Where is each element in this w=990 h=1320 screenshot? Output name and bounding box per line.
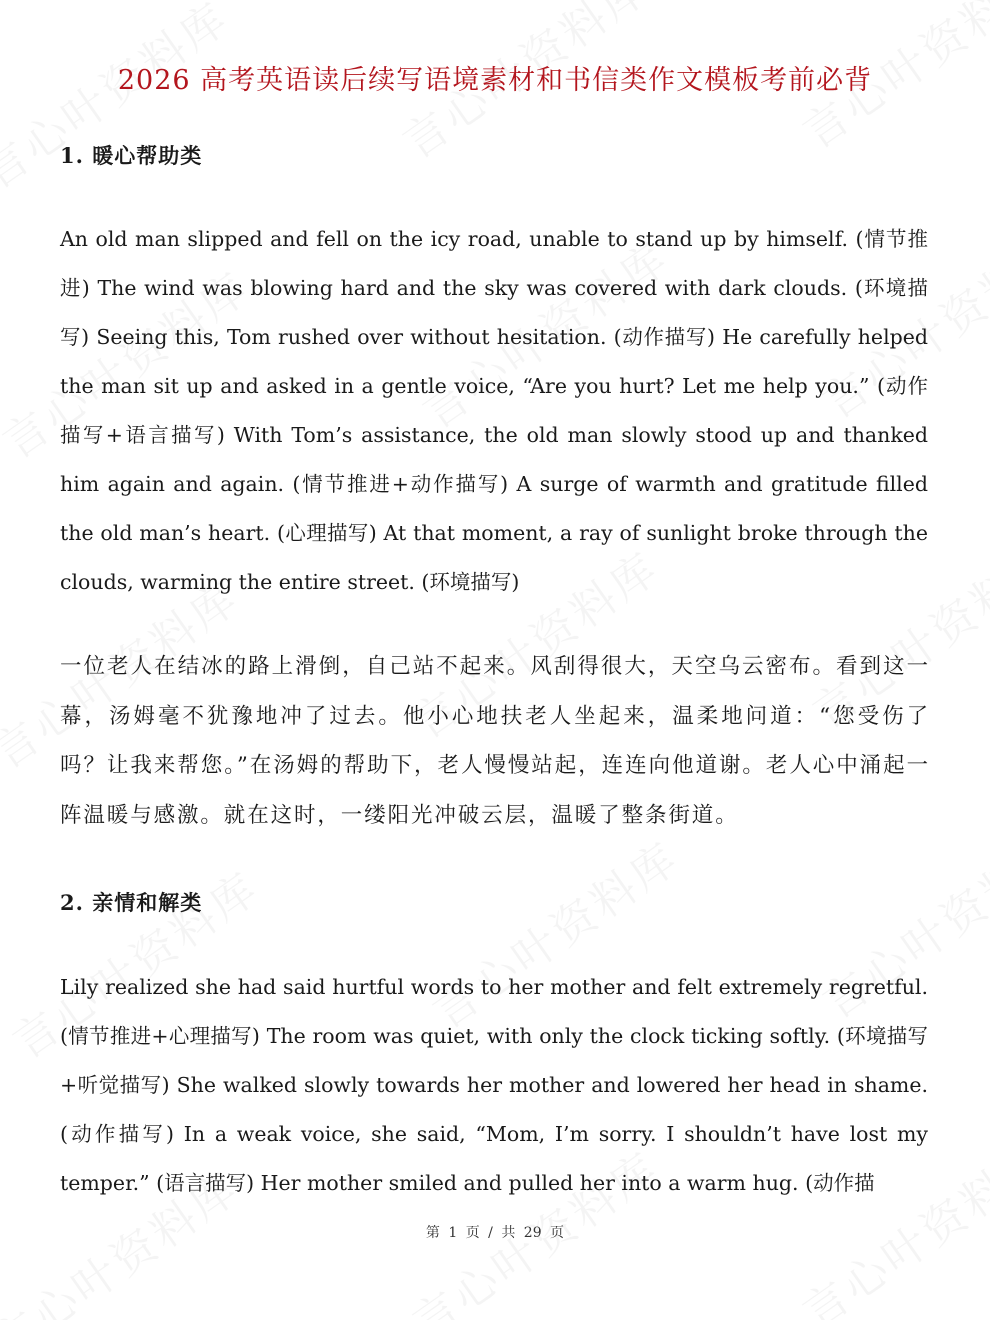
page-footer: 第 1 页 / 共 29 页 (425, 1225, 565, 1241)
english-passage: Lily realized she had said hurtful words to her mother and felt extremely regretful. (情节推进+心理描写) The room was quiet, with only the clock ticking softly. (环境描写+听觉描写) She walked slowly towards her mother and lowered her head in shame. (动作描写) In a weak voice, she said, “Mom, I’m sorry. I shouldn’t have lost my temper.” (语言描写) Her mother smiled and pulled her into a warm hug. (动作描 (60, 975, 928, 1195)
chinese-translation: 一位老人在结冰的路上滑倒，自己站不起来。风刮得很大，天空乌云密布。看到这一幕，汤姆毫不犹豫地冲了过去。他小心地扶老人坐起来，温柔地问道：“您受伤了吗？让我来帮您。”在汤姆的帮助下，老人慢慢站起，连连向他道谢。老人心中涌起一阵温暖与感激。就在这时，一缕阳光冲破云层，温暖了整条街道。 (60, 654, 930, 828)
section-heading: 1. 暖心帮助类 (60, 143, 203, 168)
english-passage: An old man slipped and fell on the icy road, unable to stand up by himself. (情节推进) The wind was blowing hard and the sky was covered with dark clouds. (环境描写) Seeing this, Tom rushed over without hesitation. (动作描写) He carefully helped the man sit up and asked in a gentle voice, “Are you hurt? Let me help you.” (动作描写+语言描写) With Tom’s assistance, the old man slowly stood up and thanked him again and again. (情节推进+动作描写) A surge of warmth and gratitude filled the old man’s heart. (心理描写) At that moment, a ray of sunlight broke through the clouds, warming the entire street. (环境描写) (60, 227, 928, 594)
section-heading: 2. 亲情和解类 (60, 890, 203, 915)
watermark-text (0, 0, 240, 201)
page-title: 2026 高考英语读后续写语境素材和书信类作文模板考前必背 (117, 65, 873, 96)
